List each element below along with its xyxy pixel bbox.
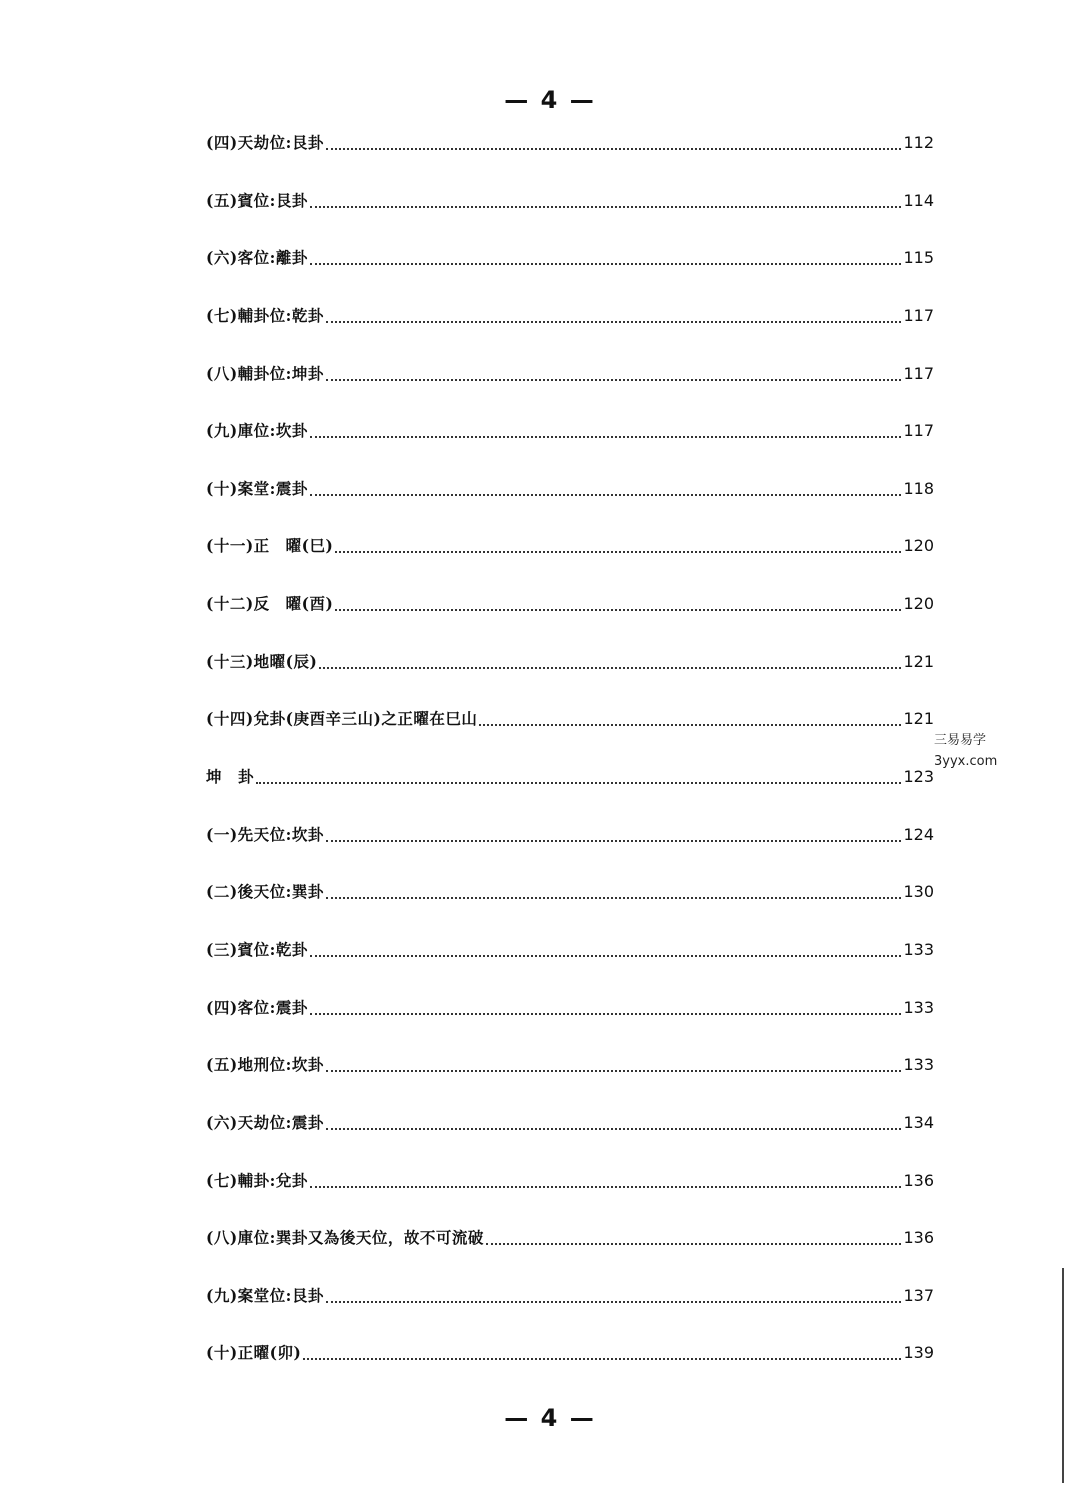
toc-entry-page: 130 <box>903 882 934 902</box>
toc-entry[interactable] <box>206 303 934 361</box>
toc-leader-dots <box>326 879 902 899</box>
toc-entry-title: 坤 卦 <box>206 767 255 787</box>
toc-entry-title: (十三)地曜(辰) <box>206 651 318 671</box>
toc-entry-page: 117 <box>903 305 934 325</box>
toc-entry-page: 133 <box>903 997 934 1017</box>
toc-entry-title: (八)庫位:巽卦又為後天位，故不可流破 <box>206 1228 484 1248</box>
toc-entry[interactable] <box>206 591 934 649</box>
toc-entry[interactable] <box>206 764 934 822</box>
toc-entry-page: 121 <box>903 651 934 671</box>
watermark-line-1: 三易易学 <box>934 733 987 748</box>
toc-entry-title: (五)地刑位:坎卦 <box>206 1055 324 1075</box>
toc-entry-page: 114 <box>903 190 934 210</box>
toc-entry-title: (十)案堂:震卦 <box>206 478 308 498</box>
toc-entry[interactable] <box>206 1340 934 1398</box>
toc-entry-page: 124 <box>903 824 934 844</box>
toc-entry-title: (十)正曜(卯) <box>206 1343 302 1363</box>
toc-leader-dots <box>335 533 901 553</box>
page-number-top: — 4 — <box>504 86 596 114</box>
toc-leader-dots <box>479 706 901 726</box>
toc-leader-dots <box>310 476 902 496</box>
toc-leader-dots <box>326 822 902 842</box>
toc-leader-dots <box>310 245 902 265</box>
toc-entry[interactable] <box>206 649 934 707</box>
toc-leader-dots <box>326 303 902 323</box>
toc-entry-page: 121 <box>903 709 934 729</box>
toc-entry-title: (六)客位:離卦 <box>206 248 308 268</box>
toc-entry[interactable] <box>206 188 934 246</box>
toc-entry-page: 118 <box>903 478 934 498</box>
toc-entry[interactable] <box>206 476 934 534</box>
toc-leader-dots <box>326 1052 902 1072</box>
toc-entry-title: (十一)正 曜(巳) <box>206 536 334 556</box>
toc-entry-page: 117 <box>903 363 934 383</box>
toc-entry[interactable] <box>206 822 934 880</box>
toc-entry[interactable] <box>206 937 934 995</box>
toc-entry-title: (七)輔卦:兌卦 <box>206 1170 308 1190</box>
toc-leader-dots <box>310 1168 902 1188</box>
toc-entry[interactable] <box>206 706 934 764</box>
toc-leader-dots <box>303 1340 901 1360</box>
toc-entry-title: (九)庫位:坎卦 <box>206 421 308 441</box>
toc-entry-page: 139 <box>903 1343 934 1363</box>
toc-entry-title: (五)賓位:艮卦 <box>206 190 308 210</box>
page-number-bottom: — 4 — <box>504 1404 596 1432</box>
toc-entry-page: 115 <box>903 248 934 268</box>
toc-entry-title: (九)案堂位:艮卦 <box>206 1285 324 1305</box>
toc-entry[interactable] <box>206 1110 934 1168</box>
toc-leader-dots <box>486 1225 902 1245</box>
toc-leader-dots <box>326 361 902 381</box>
toc-leader-dots <box>310 188 902 208</box>
toc-entry[interactable] <box>206 879 934 937</box>
toc-entry[interactable] <box>206 995 934 1053</box>
toc-entry-title: (六)天劫位:震卦 <box>206 1112 324 1132</box>
toc-entry[interactable] <box>206 1052 934 1110</box>
toc-entry-page: 137 <box>903 1285 934 1305</box>
watermark <box>934 730 997 772</box>
toc-leader-dots <box>310 937 902 957</box>
toc-entry-page: 120 <box>903 536 934 556</box>
toc-leader-dots <box>310 995 902 1015</box>
toc-entry[interactable] <box>206 1168 934 1226</box>
toc-entry-title: (十二)反 曜(酉) <box>206 594 334 614</box>
toc-leader-dots <box>326 1110 902 1130</box>
toc-leader-dots <box>335 591 901 611</box>
toc-entry-title: (七)輔卦位:乾卦 <box>206 305 324 325</box>
toc-leader-dots <box>310 418 902 438</box>
toc-entry-page: 117 <box>903 421 934 441</box>
toc-entry-page: 133 <box>903 1055 934 1075</box>
toc-entry-page: 123 <box>903 767 934 787</box>
toc-entry-title: (十四)兌卦(庚酉辛三山)之正曜在巳山 <box>206 709 478 729</box>
toc-entry-title: (四)天劫位:艮卦 <box>206 133 324 152</box>
toc-entry-title: (三)賓位:乾卦 <box>206 939 308 959</box>
toc-entry-page: 136 <box>903 1170 934 1190</box>
watermark-line-2: 3yyx.com <box>934 754 998 769</box>
toc-entry-title: (八)輔卦位:坤卦 <box>206 363 324 383</box>
table-of-contents <box>206 130 934 1398</box>
toc-leader-dots <box>256 764 901 784</box>
toc-entry-title: (一)先天位:坎卦 <box>206 824 324 844</box>
toc-entry-page: 133 <box>903 939 934 959</box>
toc-entry[interactable] <box>206 130 934 188</box>
toc-entry-title: (二)後天位:巽卦 <box>206 882 324 902</box>
toc-entry[interactable] <box>206 361 934 419</box>
toc-entry-page: 120 <box>903 594 934 614</box>
toc-leader-dots <box>326 1283 902 1303</box>
toc-entry[interactable] <box>206 1225 934 1283</box>
toc-entry[interactable] <box>206 1283 934 1341</box>
toc-entry-page: 112 <box>903 133 934 152</box>
toc-entry-page: 134 <box>903 1112 934 1132</box>
toc-entry-page: 136 <box>903 1228 934 1248</box>
scan-edge-line <box>1062 1268 1064 1483</box>
toc-leader-dots <box>319 649 901 669</box>
toc-leader-dots <box>326 130 902 150</box>
toc-entry[interactable] <box>206 418 934 476</box>
toc-entry[interactable] <box>206 533 934 591</box>
toc-entry-title: (四)客位:震卦 <box>206 997 308 1017</box>
toc-entry[interactable] <box>206 245 934 303</box>
